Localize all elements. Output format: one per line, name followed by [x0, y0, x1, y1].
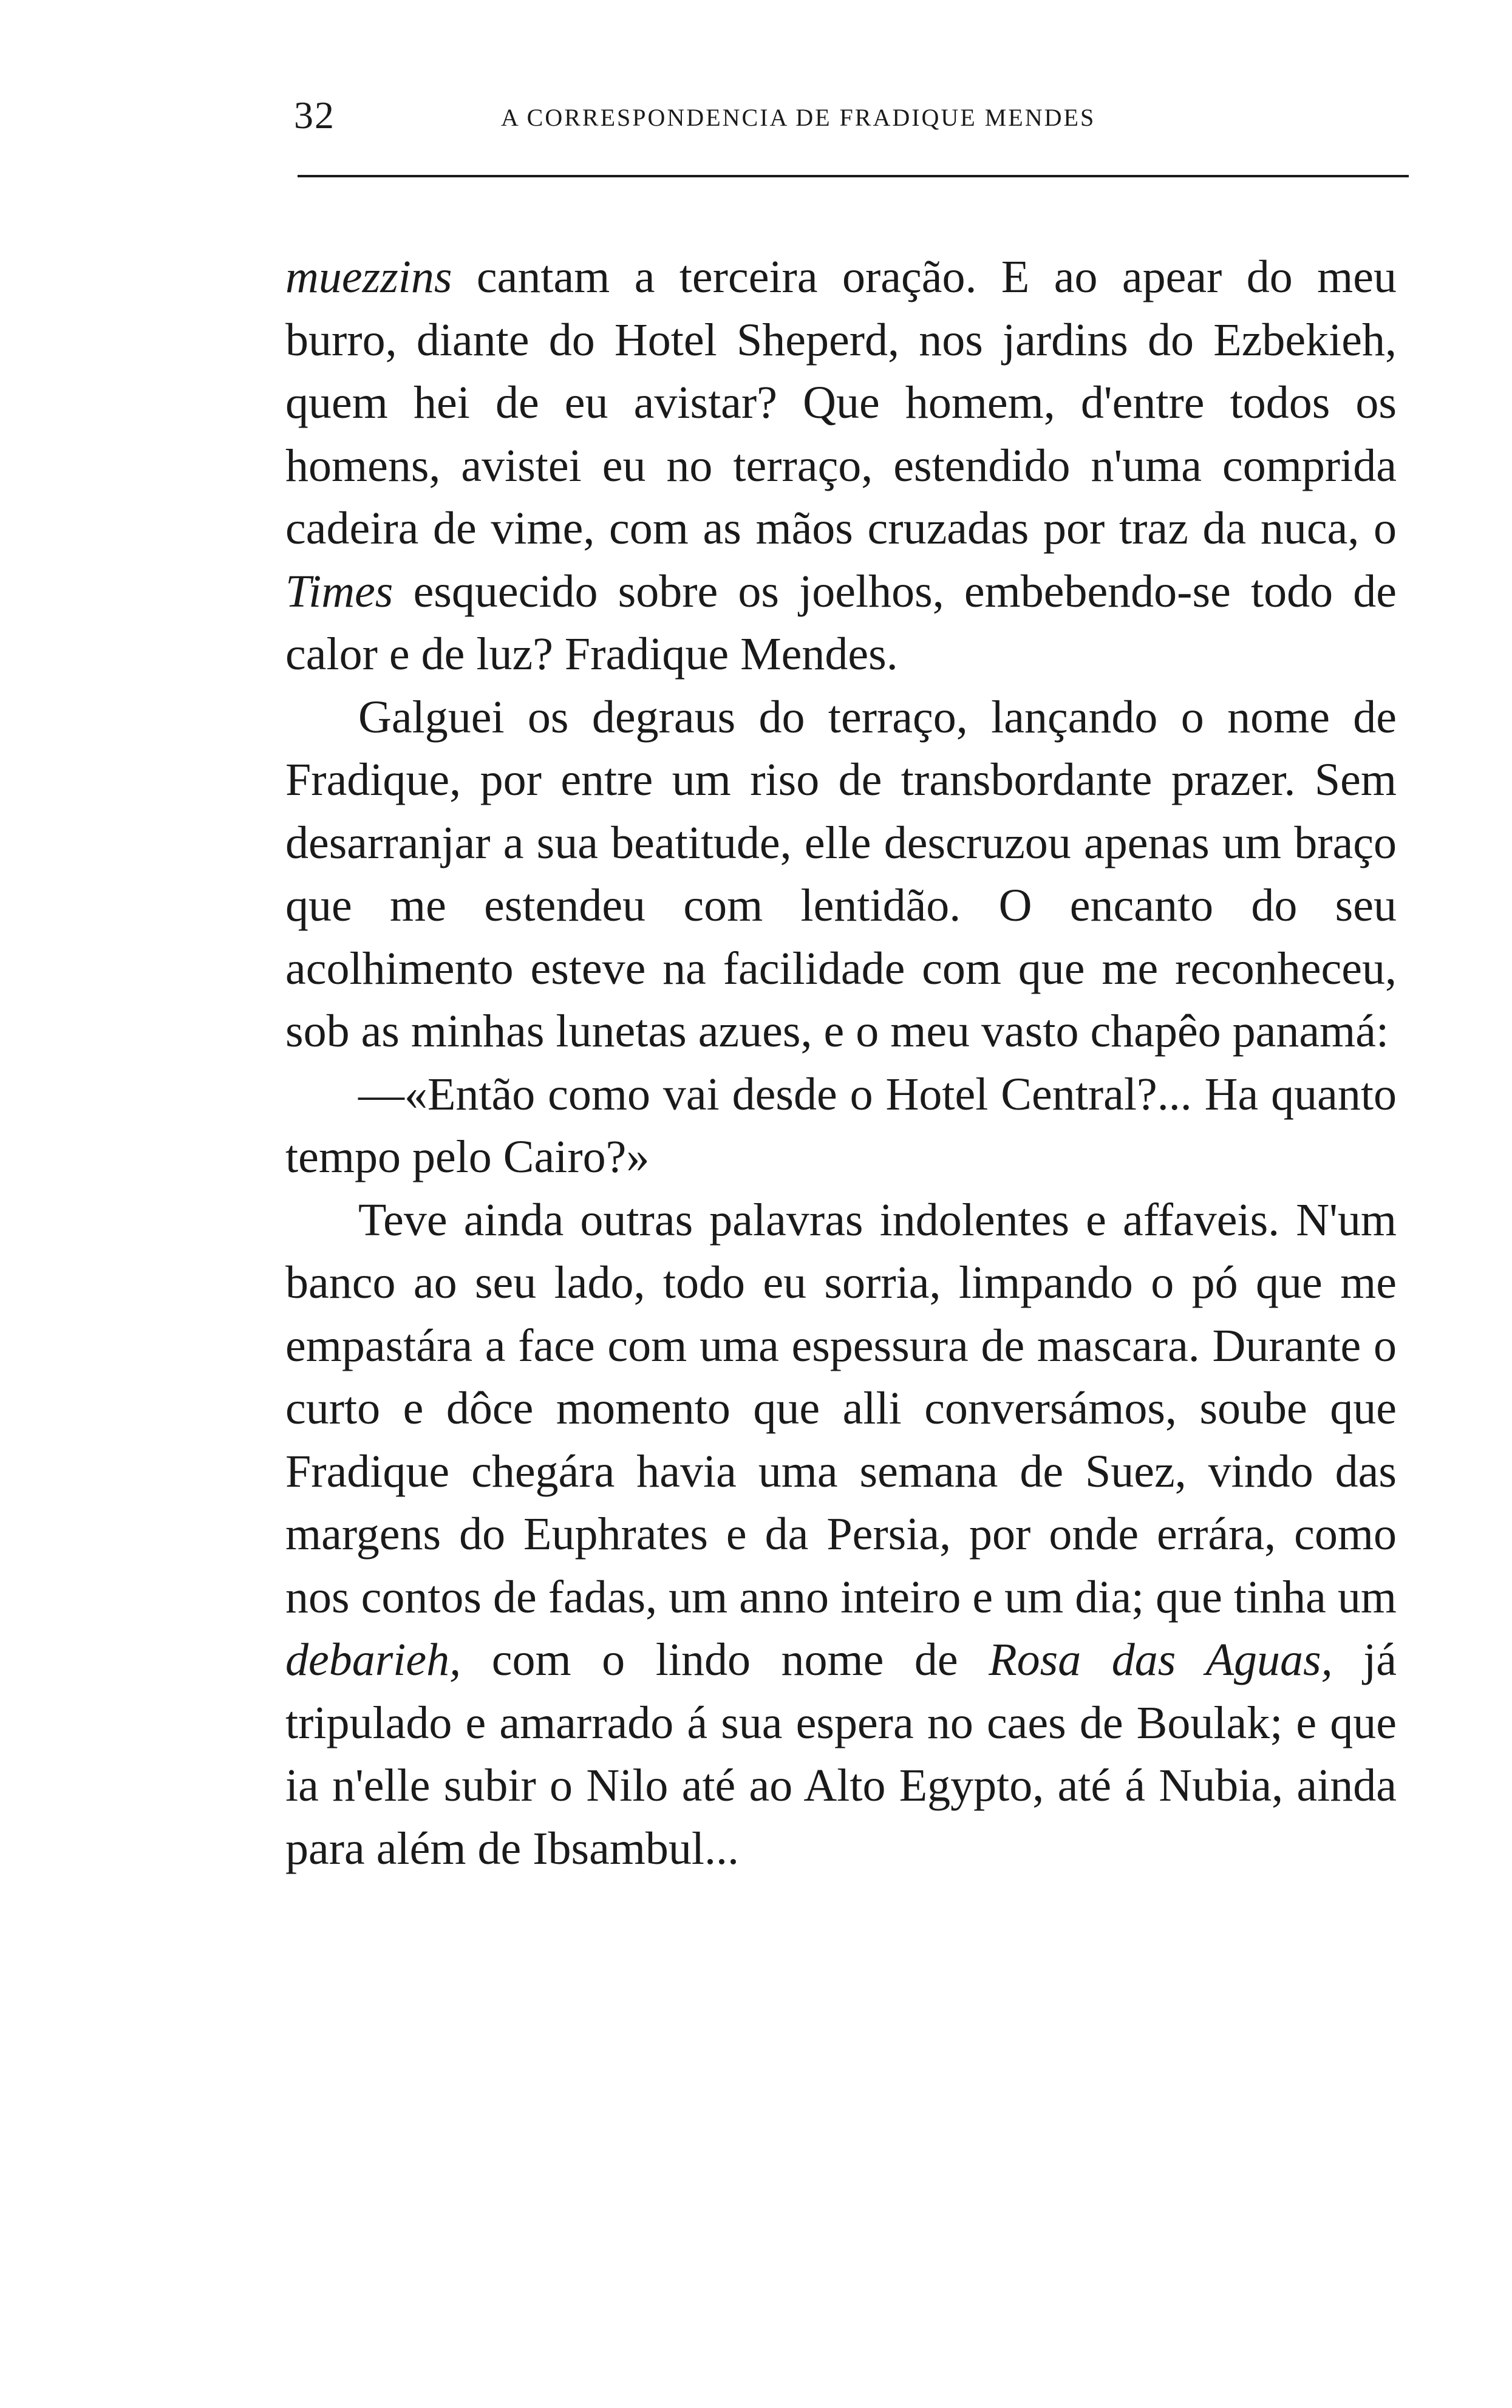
- running-head: [285, 85, 1409, 152]
- paragraph-4: [285, 1189, 1397, 1881]
- paragraph-4-text-c: já tripulado e amarrado á sua espera no caes de Boulak; e que ia n'elle subir o Nilo até ao Alto Egypto, até á Nubia, ainda para além de Ibsambul...: [285, 1634, 1397, 1874]
- running-title: A CORRESPONDENCIA DE FRADIQUE MENDES: [501, 104, 1096, 131]
- paragraph-3-dialogue: —«Então como vai desde o Hotel Central?... Ha quanto tempo pelo Cairo?»: [285, 1068, 1397, 1182]
- paragraph-4-text-b: com o lindo nome de: [461, 1634, 989, 1685]
- italic-term-muezzins: muezzins: [285, 251, 452, 302]
- italic-term-debarieh: debarieh,: [285, 1634, 461, 1685]
- italic-term-times: Times: [285, 565, 393, 617]
- paragraph-1: [285, 246, 1397, 686]
- header-rule: [298, 175, 1409, 177]
- book-page: [285, 85, 1409, 1874]
- italic-term-rosa-das-aguas: Rosa das Aguas,: [989, 1634, 1333, 1685]
- paragraph-1-text-b: esquecido sobre os joelhos, embebendo-se todo de calor e de luz? Fradique Mendes.: [285, 565, 1397, 680]
- paragraph-4-text-a: Teve ainda outras palavras indolentes e affaveis. N'um banco ao seu lado, todo eu sorria, limpando o pó que me empastára a face com uma espessura de mascara. Durante o curto e dôce momento que alli conversámos, soube que Fradique chegára havia uma semana de Suez, vindo das margens do Euphrates e da Persia, por onde errára, como nos contos de fadas, um anno inteiro e um dia; que tinha um: [285, 1194, 1397, 1623]
- paragraph-2: Galguei os degraus do terraço, lançando o nome de Fradique, por entre um riso de transbordante prazer. Sem desarranjar a sua beatitude, elle descruzou apenas um braço que me estendeu com lentidão. O encanto do seu acolhimento esteve na facilidade com que me reconheceu, sob as minhas lunetas azues, e o meu vasto chapêo panamá:: [285, 691, 1397, 1057]
- paragraph-1-text-a: cantam a terceira oração. E ao apear do meu burro, diante do Hotel Sheperd, nos jardins do Ezbekieh, quem hei de eu avistar? Que homem, d'entre todos os homens, avistei eu no terraço, estendido n'uma comprida cadeira de vime, com as mãos cruzadas por traz da nuca, o: [285, 251, 1397, 554]
- body-text: [285, 246, 1397, 1880]
- page-number: 32: [294, 94, 335, 137]
